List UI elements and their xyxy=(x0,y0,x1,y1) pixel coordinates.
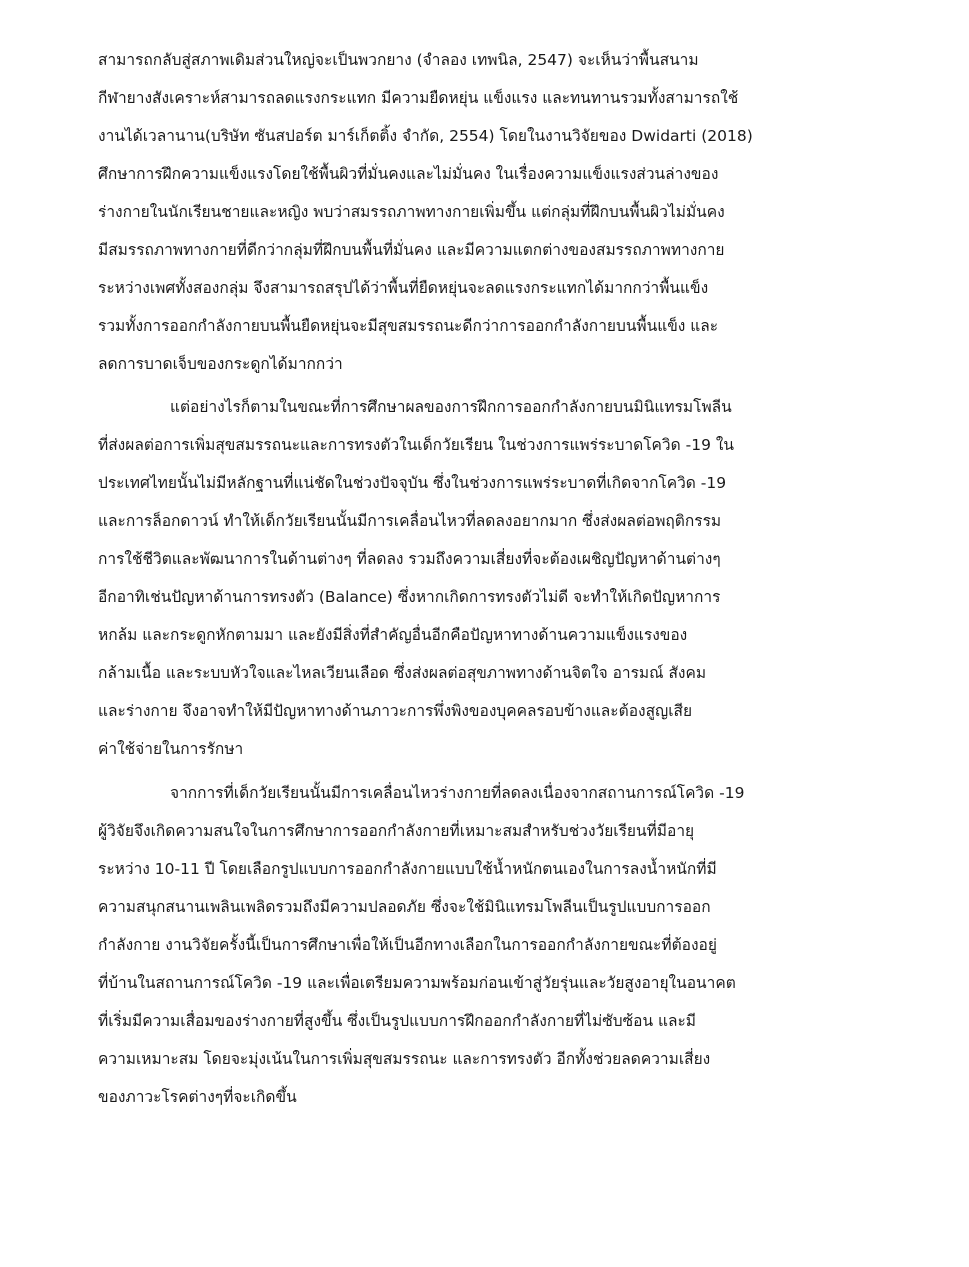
text-line: รวมทั้งการออกกำลังกายบนพื้นยืดหยุ่นจะมีสุขสมรรถนะดีกว่าการออกกำลังกายบนพื้นแข็ง และ xyxy=(98,317,719,335)
paragraph-start-line: จากการที่เด็กวัยเรียนนั้นมีการเคลื่อนไหวร่างกายที่ลดลงเนื่องจากสถานการณ์โควิด -19 xyxy=(170,784,745,802)
text-line: และร่างกาย จึงอาจทำให้มีปัญหาทางด้านภาวะการพึ่งพิงของบุคคลรอบข้างและต้องสูญเสีย xyxy=(98,702,693,720)
text-line: งานได้เวลานาน(บริษัท ซันสปอร์ต มาร์เก็ตติ้ง จำกัด, 2554) โดยในงานวิจัยของ Dwidarti (2018) xyxy=(98,127,753,145)
text-line: ของภาวะโรคต่างๆที่จะเกิดขึ้น xyxy=(98,1088,297,1106)
text-line: ผู้วิจัยจึงเกิดความสนใจในการศึกษาการออกกำลังกายที่เหมาะสมสำหรับช่วงวัยเรียนที่มีอายุ xyxy=(98,822,695,840)
text-line: หกล้ม และกระดูกหักตามมา และยังมีสิ่งที่สำคัญอื่นอีกคือปัญหาทางด้านความแข็งแรงของ xyxy=(98,626,688,644)
text-line: ความเหมาะสม โดยจะมุ่งเน้นในการเพิ่มสุขสมรรถนะ และการทรงตัว อีกทั้งช่วยลดความเสี่ยง xyxy=(98,1050,711,1068)
text-line: สามารถกลับสู่สภาพเดิมส่วนใหญ่จะเป็นพวกยาง (จำลอง เทพนิล, 2547) จะเห็นว่าพื้นสนาม xyxy=(98,51,699,69)
text-line: การใช้ชีวิตและพัฒนาการในด้านต่างๆ ที่ลดลง รวมถึงความเสี่ยงที่จะต้องเผชิญปัญหาด้านต่างๆ xyxy=(98,550,721,568)
text-line: กล้ามเนื้อ และระบบหัวใจและไหลเวียนเลือด ซึ่งส่งผลต่อสุขภาพทางด้านจิตใจ อารมณ์ สังคม xyxy=(98,664,707,682)
text-line: ที่บ้านในสถานการณ์โควิด -19 และเพื่อเตรียมความพร้อมก่อนเข้าสู่วัยรุ่นและวัยสูงอายุในอนาคต xyxy=(98,974,736,992)
text-line: กำลังกาย งานวิจัยครั้งนี้เป็นการศึกษาเพื่อให้เป็นอีกทางเลือกในการออกกำลังกายขณะที่ต้องอยู่ xyxy=(98,936,717,954)
text-line: มีสมรรถภาพทางกายที่ดีกว่ากลุ่มที่ฝึกบนพื้นที่มั่นคง และมีความแตกต่างของสมรรถภาพทางกาย xyxy=(98,241,725,259)
text-line: และการล็อกดาวน์ ทำให้เด็กวัยเรียนนั้นมีการเคลื่อนไหวที่ลดลงอยากมาก ซึ่งส่งผลต่อพฤติกรรม xyxy=(98,512,722,530)
text-line: ประเทศไทยนั้นไม่มีหลักฐานที่แน่ชัดในช่วงปัจจุบัน ซึ่งในช่วงการแพร่ระบาดที่เกิดจากโควิด -19 xyxy=(98,474,727,492)
text-line: กีฬายางสังเคราะห์สามารถลดแรงกระแทก มีความยืดหยุ่น แข็งแรง และทนทานรวมทั้งสามารถใช้ xyxy=(98,89,739,107)
text-line: อีกอาทิเช่นปัญหาด้านการทรงตัว (Balance) ซึ่งหากเกิดการทรงตัวไม่ดี จะทำให้เกิดปัญหาการ xyxy=(98,588,721,606)
text-line: ลดการบาดเจ็บของกระดูกได้มากกว่า xyxy=(98,355,343,373)
text-line: ศึกษาการฝึกความแข็งแรงโดยใช้พื้นผิวที่มั่นคงและไม่มั่นคง ในเรื่องความแข็งแรงส่วนล่างของ xyxy=(98,165,719,183)
text-line: ที่เริ่มมีความเสื่อมของร่างกายที่สูงขึ้น ซึ่งเป็นรูปแบบการฝึกออกกำลังกายที่ไม่ซับซ้อน และมี xyxy=(98,1012,696,1030)
text-line: ความสนุกสนานเพลินเพลิดรวมถึงมีความปลอดภัย ซึ่งจะใช้มินิแทรมโพลีนเป็นรูปแบบการออก xyxy=(98,898,711,916)
text-line: ค่าใช้จ่ายในการรักษา xyxy=(98,740,244,758)
text-line: ระหว่าง 10-11 ปี โดยเลือกรูปแบบการออกกำลังกายแบบใช้น้ำหนักตนเองในการลงน้ำหนักที่มี xyxy=(98,860,717,878)
paragraph-start-line: แต่อย่างไรก็ตามในขณะที่การศึกษาผลของการฝึกการออกกำลังกายบนมินิแทรมโพลีน xyxy=(170,398,732,416)
text-line: ที่ส่งผลต่อการเพิ่มสุขสมรรถนะและการทรงตัวในเด็กวัยเรียน ในช่วงการแพร่ระบาดโควิด -19 ใน xyxy=(98,436,735,454)
text-line: ร่างกายในนักเรียนชายและหญิง พบว่าสมรรถภาพทางกายเพิ่มขึ้น แต่กลุ่มที่ฝึกบนพื้นผิวไม่มั่นคง xyxy=(98,203,725,221)
text-line: ระหว่างเพศทั้งสองกลุ่ม จึงสามารถสรุปได้ว่าพื้นที่ยืดหยุ่นจะลดแรงกระแทกได้มากกว่าพื้นแข็ง xyxy=(98,279,709,297)
